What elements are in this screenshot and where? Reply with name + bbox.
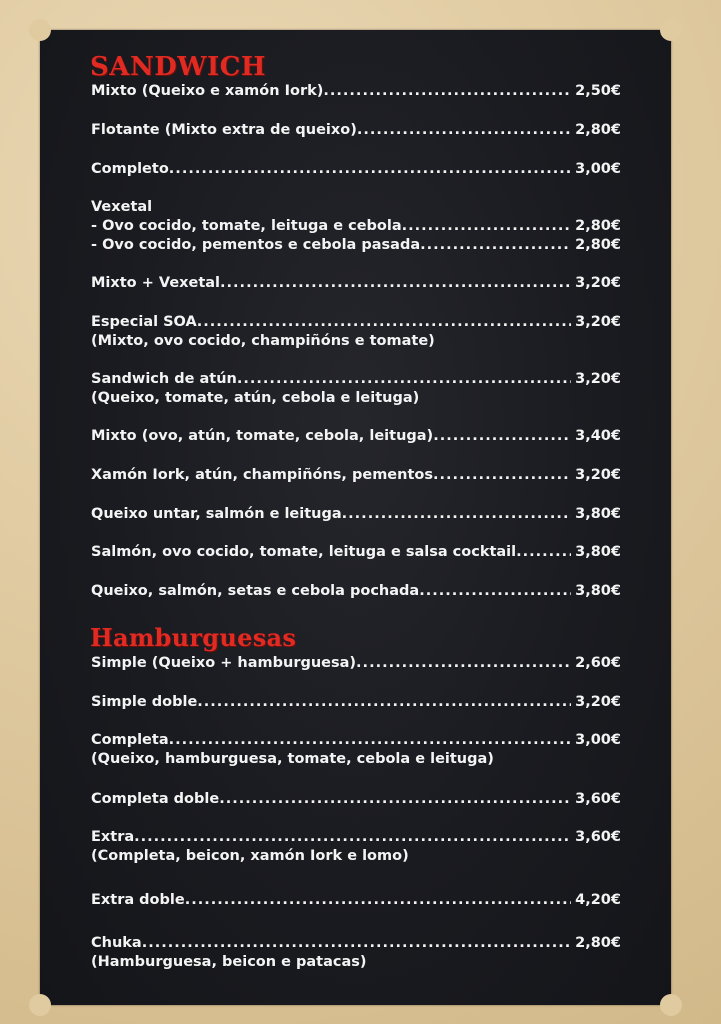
item-name: Sandwich de atún xyxy=(91,371,237,387)
board-corner-notch xyxy=(660,19,682,41)
menu-item xyxy=(91,427,621,446)
leader-dots xyxy=(197,313,571,332)
item-price: 2,50€ xyxy=(575,83,621,99)
leader-dots xyxy=(185,891,571,910)
leader-dots xyxy=(323,82,571,101)
item-name: Mixto (Queixo e xamón Iork) xyxy=(91,83,324,99)
item-price: 2,80€ xyxy=(575,935,621,951)
menu-item xyxy=(91,790,621,809)
leader-dots xyxy=(516,543,571,562)
leader-dots xyxy=(142,934,571,953)
item-description: (Mixto, ovo cocido, champiñóns e tomate) xyxy=(91,333,435,349)
leader-dots xyxy=(169,160,571,179)
item-price: 3,20€ xyxy=(575,694,621,710)
menu-item xyxy=(91,543,621,562)
menu-item xyxy=(91,654,621,673)
item-name: Extra xyxy=(91,829,135,845)
item-price: 3,20€ xyxy=(575,275,621,291)
item-name: Especial SOA xyxy=(91,314,197,330)
item-description: (Hamburguesa, beicon e patacas) xyxy=(91,954,367,970)
item-name: Simple (Queixo + hamburguesa) xyxy=(91,655,357,671)
item-name: Completa xyxy=(91,732,169,748)
leader-dots xyxy=(420,236,571,255)
item-description: (Queixo, hamburguesa, tomate, cebola e leituga) xyxy=(91,751,494,767)
menu-item xyxy=(91,582,621,601)
menu-board xyxy=(40,30,671,1005)
item-name: Vexetal xyxy=(91,199,153,215)
leader-dots xyxy=(342,505,571,524)
item-price: 3,80€ xyxy=(575,506,621,522)
item-name: Queixo, salmón, setas e cebola pochada xyxy=(91,583,420,599)
item-price: 3,80€ xyxy=(575,583,621,599)
menu-item xyxy=(91,934,621,972)
item-description: (Completa, beicon, xamón Iork e lomo) xyxy=(91,848,409,864)
menu-item xyxy=(91,370,621,408)
item-name: Extra doble xyxy=(91,892,185,908)
item-price: 3,20€ xyxy=(575,467,621,483)
item-name: Mixto + Vexetal xyxy=(91,275,221,291)
leader-dots xyxy=(433,427,571,446)
item-price: 3,20€ xyxy=(575,371,621,387)
menu-item xyxy=(91,828,621,866)
leader-dots xyxy=(433,466,571,485)
menu-item xyxy=(91,82,621,101)
menu-item-group xyxy=(91,198,621,255)
item-name: Simple doble xyxy=(91,694,198,710)
item-price: 2,80€ xyxy=(575,237,621,253)
leader-dots xyxy=(357,121,571,140)
item-name: Flotante (Mixto extra de queixo) xyxy=(91,122,357,138)
menu-item xyxy=(91,891,621,910)
board-corner-notch xyxy=(660,994,682,1016)
item-price: 3,00€ xyxy=(575,732,621,748)
menu-item xyxy=(91,505,621,524)
leader-dots xyxy=(419,582,571,601)
leader-dots xyxy=(219,790,571,809)
menu-item xyxy=(91,731,621,769)
leader-dots xyxy=(220,274,571,293)
item-price: 2,80€ xyxy=(575,218,621,234)
leader-dots xyxy=(134,828,571,847)
item-variant-name: - Ovo cocido, tomate, leituga e cebola xyxy=(91,218,402,234)
leader-dots xyxy=(237,370,571,389)
menu-item xyxy=(91,274,621,293)
section-title-sandwich: SANDWICH xyxy=(90,52,266,82)
item-price: 3,00€ xyxy=(575,161,621,177)
leader-dots xyxy=(402,217,571,236)
item-name: Completo xyxy=(91,161,169,177)
item-name: Completa doble xyxy=(91,791,220,807)
item-price: 4,20€ xyxy=(575,892,621,908)
item-price: 3,60€ xyxy=(575,791,621,807)
menu-item xyxy=(91,693,621,712)
item-variant-name: - Ovo cocido, pementos e cebola pasada xyxy=(91,237,421,253)
item-price: 2,60€ xyxy=(575,655,621,671)
item-price: 2,80€ xyxy=(575,122,621,138)
board-corner-notch xyxy=(29,994,51,1016)
item-price: 3,20€ xyxy=(575,314,621,330)
menu-item xyxy=(91,313,621,351)
item-name: Mixto (ovo, atún, tomate, cebola, leituga) xyxy=(91,428,434,444)
menu-item xyxy=(91,466,621,485)
menu-item xyxy=(91,160,621,179)
leader-dots xyxy=(169,731,572,750)
item-price: 3,80€ xyxy=(575,544,621,560)
board-corner-notch xyxy=(29,19,51,41)
section-title-hamburguesas: Hamburguesas xyxy=(90,623,297,652)
leader-dots xyxy=(356,654,571,673)
item-name: Chuka xyxy=(91,935,142,951)
leader-dots xyxy=(197,693,571,712)
item-name: Queixo untar, salmón e leituga xyxy=(91,506,342,522)
item-name: Salmón, ovo cocido, tomate, leituga e salsa cocktail xyxy=(91,544,517,560)
menu-item xyxy=(91,121,621,140)
item-price: 3,60€ xyxy=(575,829,621,845)
item-description: (Queixo, tomate, atún, cebola e leituga) xyxy=(91,390,420,406)
item-name: Xamón Iork, atún, champiñóns, pementos xyxy=(91,467,433,483)
item-price: 3,40€ xyxy=(575,428,621,444)
